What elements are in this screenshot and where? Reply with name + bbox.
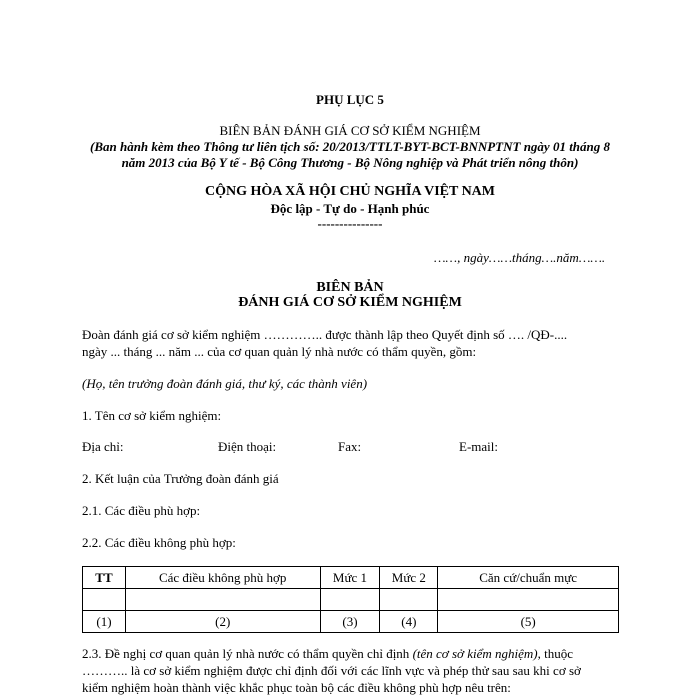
item-2-3-line3: kiểm nghiệm hoàn thành việc khắc phục toàn bộ các điều không phù hợp nêu trên:	[82, 680, 511, 695]
item-2-3-line1	[82, 646, 573, 662]
item-2-3-facility-placeholder: (tên cơ sở kiểm nghiệm)	[412, 646, 538, 661]
table-cell: (5)	[438, 611, 619, 633]
document-title: BIÊN BẢN ĐÁNH GIÁ CƠ SỞ KIỂM NGHIỆM	[219, 123, 481, 138]
item-2-1: 2.1. Các điều phù hợp:	[82, 503, 201, 518]
table-cell	[320, 589, 380, 611]
appendix-heading: PHỤ LỤC 5	[316, 92, 384, 107]
date-line: ……, ngày……tháng….năm…….	[434, 250, 606, 265]
intro-line1: Đoàn đánh giá cơ sở kiểm nghiệm ………….. được thành lập theo Quyết định số …. /QĐ-....	[82, 327, 568, 342]
national-motto: Độc lập - Tự do - Hạnh phúc	[270, 201, 430, 216]
table-header-cell: Mức 2	[380, 567, 438, 589]
national-name: CỘNG HÒA XÃ HỘI CHỦ NGHĨA VIỆT NAM	[204, 184, 495, 199]
item-2-3-line2: ……….. là cơ sở kiểm nghiệm được chỉ định đối với các lĩnh vực và phép thử sau sau khi cơ sở	[82, 663, 581, 678]
table-cell	[380, 589, 438, 611]
issuance-note-line1: (Ban hành kèm theo Thông tư liên tịch số: 20/2013/TTLT-BYT-BCT-BNNPTNT ngày 01 tháng 8	[89, 139, 611, 154]
table-header-cell: TT	[83, 567, 126, 589]
item-2-2: 2.2. Các điều không phù hợp:	[82, 535, 236, 550]
item-2: 2. Kết luận của Trưởng đoàn đánh giá	[82, 471, 279, 486]
issuance-note-line2: năm 2013 của Bộ Y tế - Bộ Công Thương - Bộ Nông nghiệp và Phát triển nông thôn)	[121, 155, 579, 170]
motto-separator: ---------------	[317, 216, 383, 231]
email-label: E-mail:	[459, 439, 498, 454]
intro-line2: ngày ... tháng ... năm ... của cơ quan quản lý nhà nước có thẩm quyền, gồm:	[82, 344, 477, 359]
table-cell: (2)	[125, 611, 320, 633]
minutes-subtitle: ĐÁNH GIÁ CƠ SỞ KIỂM NGHIỆM	[238, 295, 462, 310]
table-header-cell: Mức 1	[320, 567, 380, 589]
table-cell: (3)	[320, 611, 380, 633]
minutes-title: BIÊN BẢN	[316, 280, 384, 295]
phone-label: Điện thoại:	[218, 439, 277, 454]
table-header-row	[83, 567, 619, 589]
item-2-3-text-a: 2.3. Đề nghị cơ quan quản lý nhà nước có thẩm quyền chỉ định	[82, 646, 413, 661]
table-cell	[125, 589, 320, 611]
members-note: (Họ, tên trưởng đoàn đánh giá, thư ký, các thành viên)	[82, 376, 368, 391]
table-blank-row	[83, 589, 619, 611]
item-1: 1. Tên cơ sở kiểm nghiệm:	[82, 408, 222, 423]
fax-label: Fax:	[338, 439, 362, 454]
item-2-3-text-c: , thuộc	[537, 646, 574, 661]
table-index-row	[83, 611, 619, 633]
address-label: Địa chỉ:	[82, 439, 124, 454]
table-cell	[438, 589, 619, 611]
table-header-cell: Các điều không phù hợp	[125, 567, 320, 589]
table-cell	[83, 589, 126, 611]
table-cell: (1)	[83, 611, 126, 633]
table-header-cell: Căn cứ/chuẩn mực	[438, 567, 619, 589]
nonconformity-table	[82, 566, 619, 633]
table-cell: (4)	[380, 611, 438, 633]
